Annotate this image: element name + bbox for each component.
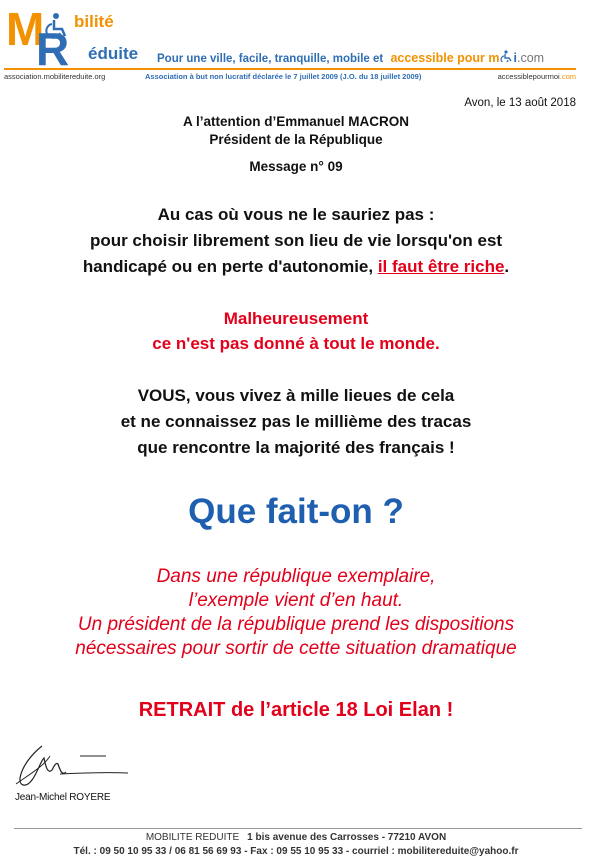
paragraph2-line2: ce n'est pas donné à tout le monde. bbox=[152, 334, 440, 353]
italic-line3: Un président de la république prend les dispositions bbox=[77, 614, 515, 635]
paragraph1-line1: Au cas où vous ne le sauriez pas : bbox=[157, 205, 435, 224]
main-heading: Que fait-on ? bbox=[188, 492, 404, 531]
footer-contacts: Tél. : 09 50 10 95 33 / 06 81 56 69 93 - Fax : 09 55 10 95 33 - courriel : mobilitereduite@yahoo.fr bbox=[73, 846, 519, 857]
accessible-website-name: accessiblepourmoi bbox=[497, 72, 560, 81]
message-number: Message n° 09 bbox=[249, 159, 343, 174]
recipient-line bbox=[0, 114, 592, 129]
paragraph2-line1: Malheureusement bbox=[223, 309, 369, 328]
association-website-link[interactable]: association.mobilitereduite.org bbox=[4, 72, 106, 81]
logo-word-bilite: bilité bbox=[74, 12, 114, 31]
paragraph3-line1: VOUS, vous vivez à mille lieues de cela bbox=[137, 386, 455, 405]
tagline-accessible-text: accessible pour m bbox=[390, 51, 500, 65]
demand-statement: RETRAIT de l’article 18 Loi Elan ! bbox=[138, 699, 454, 721]
italic-line4: nécessaires pour sortir de cette situation dramatique bbox=[75, 638, 517, 659]
tagline-dotcom: .com bbox=[517, 51, 545, 65]
wheelchair-icon bbox=[500, 50, 514, 62]
italic-line1: Dans une république exemplaire, bbox=[156, 566, 436, 587]
logo-letter-r: R bbox=[36, 23, 70, 75]
signer-name: Jean-Michel ROYERE bbox=[15, 792, 111, 803]
tagline-accessible bbox=[390, 51, 544, 65]
recipient-prefix: A l’attention d’ bbox=[182, 114, 277, 129]
paragraph1-line3-end: . bbox=[504, 257, 510, 276]
association-logo bbox=[6, 3, 156, 75]
accessible-website-tail: .com bbox=[559, 72, 576, 81]
header-tagline bbox=[157, 50, 544, 65]
letter-date: Avon, le 13 août 2018 bbox=[464, 97, 576, 109]
footer-address-line bbox=[0, 832, 592, 843]
footer-org: MOBILITE REDUITE bbox=[145, 832, 240, 843]
logo-letter-m: M bbox=[6, 3, 45, 55]
logo-word-reduite: éduite bbox=[88, 44, 139, 63]
association-legal-note: Association à but non lucratif déclarée le 7 juillet 2009 (J.O. du 18 juillet 2009) bbox=[145, 72, 422, 81]
tagline-text: Pour une ville, facile, tranquille, mobile et bbox=[157, 53, 384, 65]
recipient-title: Président de la République bbox=[209, 132, 383, 147]
footer-address: 1 bis avenue des Carrosses - 77210 AVON bbox=[247, 832, 447, 843]
footer-divider bbox=[14, 828, 582, 829]
handwritten-signature bbox=[10, 740, 140, 795]
paragraph3-line2: et ne connaissez pas le millième des tracas bbox=[120, 412, 472, 431]
header-divider bbox=[4, 68, 576, 70]
highlighted-phrase: il faut être riche bbox=[377, 257, 505, 276]
accessible-website-link[interactable] bbox=[498, 72, 576, 81]
recipient-name: Emmanuel MACRON bbox=[276, 114, 409, 129]
paragraph1-line3-start: handicapé ou en perte d'autonomie, bbox=[82, 257, 378, 276]
paragraph3-line3: que rencontre la majorité des français ! bbox=[137, 438, 455, 457]
paragraph1-line3 bbox=[0, 257, 592, 277]
tagline-moi: i bbox=[513, 51, 517, 65]
italic-line2: l’exemple vient d’en haut. bbox=[188, 590, 404, 611]
wheelchair-icon bbox=[42, 12, 72, 40]
paragraph1-line2: pour choisir librement son lieu de vie lorsqu'on est bbox=[89, 231, 503, 250]
